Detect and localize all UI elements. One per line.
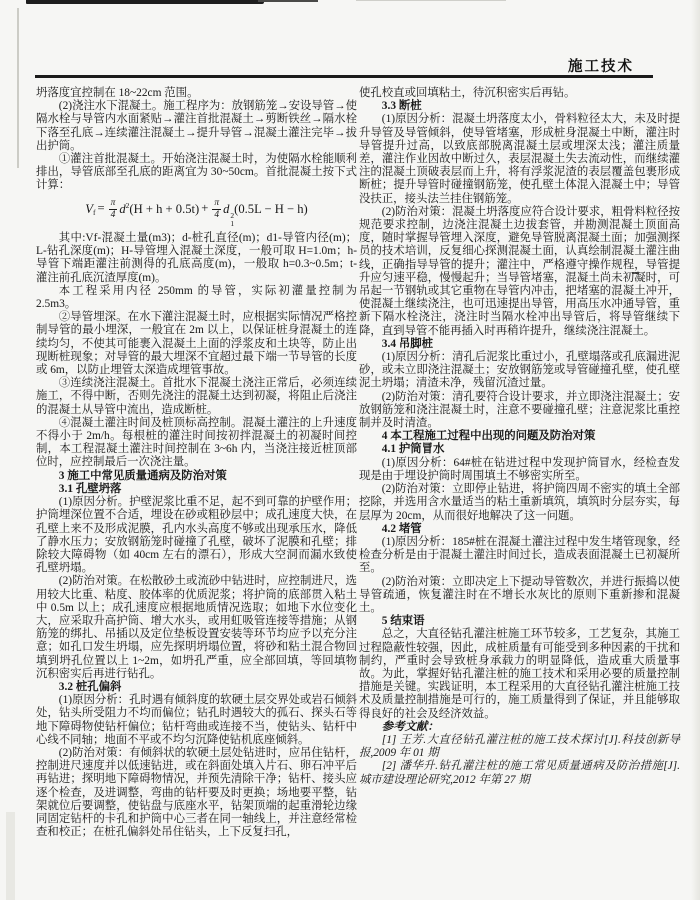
left-column [36, 87, 357, 839]
section-heading: 3.4 吊脚桩 [381, 337, 434, 350]
paragraph: (2)防治对策。在松散砂土或流砂中钻进时，应控制进尺，选用较大比重、粘度、胶体率的优质泥浆；将护筒的底部贯入粘土中 0.5m 以上；成孔速度应根据地质情况选取；如地下水位变化大，应采取升高护筒、增大水头，或用虹吸管连接等措施；从钢筋笼的绑扎、吊插以及定位垫板设置安装等环节均应予以充分注意；如孔口发生坍塌，应先探明坍塌位置，将砂和粘土混合物回填到坍孔位置以上 1~2m，如坍孔严重，应全部回填，等回填物沉积密实后再进行钻孔。 [36, 575, 357, 680]
paragraph: (1)原因分析。护壁泥浆比重不足，起不到可靠的护壁作用；护筒埋深位置不合适，埋设在砂或粗砂层中；成孔速度大快，在孔壁上来不及形成泥膜，孔内水头高度不够或出现承压水，降低了静水压力；安放钢筋笼时碰撞了孔壁，破坏了泥膜和孔壁；排除较大障碍物（如 40cm 左右的漂石），形成大空洞而漏水致使孔壁坍塌。 [36, 496, 357, 575]
paragraph: ③连续浇注混凝土。首批水下混凝土浇注正常后，必须连续施工，不得中断，否则先浇注的混凝土达到初凝，将阻止后浇注的混凝土从导管中流出，造成断桩。 [36, 377, 357, 416]
concrete-volume-formula [36, 193, 357, 232]
paragraph: ②导管埋深。在水下灌注混凝土时，应根据实际情况严格控制导管的最小埋深，一般宜在 2m 以上，以保证桩身混凝土的连续均匀，不使其可能裹入混凝土上面的浮浆皮和土块等，防止出现断桩现象；对导管的最大埋深不宜超过最下端一节导管的长度或 6m，以防止埋管太深造成埋管事故。 [36, 311, 357, 377]
section-heading: 3.2 桩孔偏斜 [58, 680, 122, 693]
section-heading: 4 本工程施工过程中出现的问题及防治对策 [381, 430, 596, 443]
scan-artifact-top-band-tail [258, 0, 318, 2]
paragraph: (2)浇注水下混凝土。施工程序为：放钢筋笼→安设导管→使隔水栓与导管内水面紧贴→灌注首批混凝土→剪断铁丝→隔水栓下落至孔底→连续灌注混凝土→提升导管→混凝土灌注完毕→拔出护筒。 [36, 100, 357, 152]
paragraph: 总之，大直径钻孔灌注桩施工环节较多，工艺复杂，其施工过程隐蔽性较强，因此，成桩质量有可能受到多种因素的干扰和制约，严重时会导致桩身承载力的明显降低，造成重大质量事故。为此，掌握好钻孔灌注桩的施工技术和采用必要的质量控制措施是关键。实践证明，本工程采用的大直径钻孔灌注桩施工技术及质量控制措施是可行的，施工质量得到了保证，并且能够取得良好的社会及经济效益。 [359, 628, 680, 720]
formula-sup: 2 [125, 200, 130, 210]
journal-section-title: 施工技术 [568, 59, 634, 75]
paragraph: (2)防治对策：立即决定上下提动导管数次，并进行振捣以使导管疏通，恢复灌注时在不增长水灰比的原则下重新掺和混凝土。 [359, 575, 680, 614]
section-heading: 4.2 堵管 [381, 522, 422, 535]
section-heading: 3.3 断桩 [381, 100, 422, 113]
scan-artifact-top-faint-line [356, 0, 506, 1]
paragraph: (2)防治对策：有倾斜状的软硬土层处钻进时，应吊住钻杆，控制进尺速度并以低速钻进，或在斜面处填入片石、卵石冲平后再钻进；探明地下障碍物情况，并预先清除干净；钻杆、接头应逐个检查，及进调整，弯曲的钻杆要及时更换；场地要平整，钻架就位后要调整，使钻盘与底座水平，钻架顶端的起重滑轮边缘同固定钻杆的卡孔和护筒中心三者在同一轴线上，并注意经常检查和校正；在桩孔偏斜处吊住钻头，上下反复扫孔， [36, 746, 357, 839]
formula-op: + [201, 201, 209, 216]
paragraph: 其中:Vf-混凝土量(m3)；d-桩孔直径(m)；d1-导管内径(m)；L-钻孔深度(m)；H-导管埋入混凝土深度，一般可取 H=1.0m；h-导管下端距灌注前测得的孔底高度(m)，一般取 h=0.3~0.5m；t-灌注前孔底沉渣厚度(m)。 [36, 232, 357, 284]
formula-var: V [85, 201, 93, 216]
section-heading: 5 结束语 [381, 615, 425, 628]
paragraph: 坍落度宜控制在 18~22cm 范围。 [36, 87, 199, 99]
right-column [359, 87, 680, 787]
scan-artifact-bottom-left-smudge [6, 812, 15, 900]
paragraph: (2)防治对策：清孔要符合设计要求，并立即浇注混凝土；安放钢筋笼和浇注混凝土时，注意不要碰撞孔壁；注意泥浆比重控制并及时清渣。 [359, 390, 680, 430]
formula-fraction: $\frac{\pi}{4}$ [214, 197, 220, 221]
formula-term: (H + h + 0.5t) [129, 201, 200, 216]
paragraph: (1)原因分析：清孔后泥浆比重过小，孔壁塌落或孔底漏进泥砂，或未立即浇注混凝土；安放钢筋笼或导管碰撞孔壁，使孔壁泥土坍塌；清渣未净，残留沉渣过量。 [359, 351, 680, 390]
formula-supsub: 2 1 [230, 211, 235, 228]
formula-term: (0.5L − H − h) [234, 201, 308, 216]
paragraph: ①灌注首批混凝土。开始浇注混凝土时，为使隔水栓能顺利排出，导管底部至孔底的距离宜为 30~50cm。首批混凝土按下式计算： [36, 153, 357, 192]
scan-artifact-top-band [26, 0, 264, 4]
formula-fraction: $\frac{\pi}{4}$ [110, 197, 116, 221]
references-heading: 参考文献： [381, 720, 439, 733]
scan-artifact-left-edge-line [17, 8, 19, 168]
paragraph: (1)原因分析：混凝土坍落度太小，骨料粒径太大，未及时提升导管及导管倾斜，使导管堵塞，形成桩身混凝土中断，灌注时导管提升过高，以致底部脱离混凝土层或埋深太浅；灌注质量差，灌注作业因故中断过久，表层混凝土失去流动性，而继续灌注的混凝土顶破表层而上升，将有浮浆泥渣的表层覆盖包裹形成断桩；提升导管时碰撞钢筋笼，使孔壁土体混入混凝土中；导管没扶正，接头法兰挂住钢筋笼。 [359, 113, 680, 205]
reference-item: [2] 潘华升.钻孔灌注桩的施工常见质量通病及防治措施[J].城市建设理论研究,2012 年第 27 期 [359, 760, 680, 786]
paragraph: 使孔校直或回填粘土，待沉积密实后再钻。 [359, 87, 576, 99]
paragraph: (2)防治对策：混凝土坍落度应符合设计要求，粗骨料粒径按规范要求控制，边浇注混凝土边拔套管，并勘测混凝土顶面高度，随时掌握导管埋入深度，避免导管脱离混凝土面；加强测探员的技术培训，反复细心探测混凝土面，认真绘制混凝土灌注曲线，正确指导导管的提升；灌注中，严格遵守操作规程，导管提升应匀速平稳，慢慢起升；当导管堵塞，混凝土尚未初凝时，可吊起一节钢轨或其它重物在导管内冲击，把堵塞的混凝土冲开，使混凝土继续浇注，也可迅速提出导管，用高压水冲通导管，重新下隔水栓浇注，浇注时当隔水栓冲出导管后，将导管继续下降，直到导管不能再插入时再稍许提升，继续浇注混凝土。 [359, 205, 680, 337]
formula-op: = [97, 201, 105, 216]
formula-var: d [119, 201, 126, 216]
formula-sub: f [92, 207, 96, 217]
header-rule [35, 75, 653, 78]
paragraph: (1)原因分析：64#桩在钻进过程中发现护筒冒水，经检查发现是由于埋设护筒时周围填土不够密实所至。 [359, 456, 680, 482]
section-heading: 3 施工中常见质量通病及防治对策 [58, 469, 227, 482]
reference-item: [1] 王芳.大直径钻孔灌注桩的施工技术探讨[J].科技创新导报,2009 年 01 期 [359, 733, 680, 760]
paragraph: ④混凝土灌注时间及桩顶标高控制。混凝土灌注的上升速度不得小于 2m/h。每根桩的灌注时间按初拌混凝土的初凝时间控制，本工程混凝土灌注时间控制在 3~6h 内，当浇注接近桩顶部位时，应控制最后一次浇注量。 [36, 416, 357, 469]
paragraph: 本工程采用内径 250mm 的导管，实际初灌量控制为 2.5m3。 [36, 284, 357, 311]
section-heading: 4.1 护筒冒水 [381, 443, 445, 456]
paragraph: (1)原因分析：孔时遇有倾斜度的软硬土层交界处或岩石倾斜处，钻头所受阻力不均而偏位；钻孔时遇较大的孤石、探头石等地下障碍物使钻杆偏位；钻杆弯曲或连接不当，使钻头、钻杆中心线不同轴；地面不平或不均匀沉降使钻机底座倾斜。 [36, 694, 357, 746]
paragraph: (2)防治对策：立即停止钻进，将护筒四周不密实的填土全部挖除，并选用含水量适当的粘土重新填筑，填筑时分层夯实，每层厚为 20cm，从而很好地解决了这一问题。 [359, 483, 680, 522]
formula-var: d [223, 201, 230, 216]
section-heading: 3.1 孔壁坍落 [58, 482, 122, 495]
scan-artifact-right-edge-shadow [691, 0, 700, 900]
paragraph: (1)原因分析：185#桩在混凝土灌注过程中发生堵管现象，经检查分析是由于混凝土灌注时间过长，造成表面混凝土已初凝所至。 [359, 535, 680, 575]
